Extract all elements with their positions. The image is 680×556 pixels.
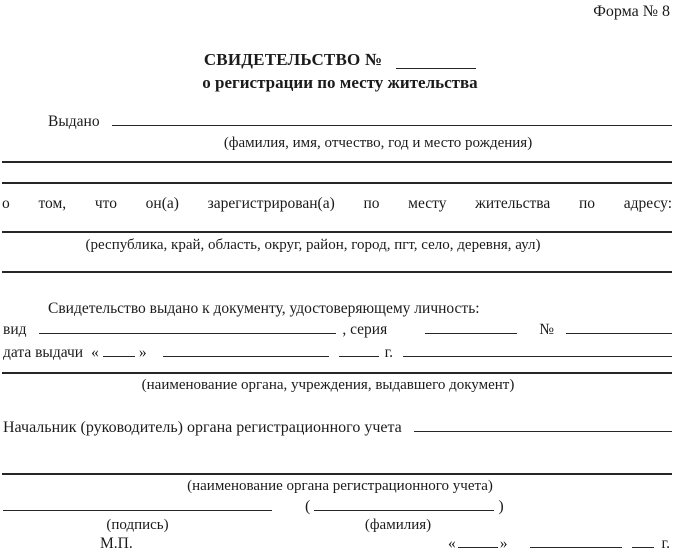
horizontal-rule <box>2 271 672 273</box>
open-paren: ( <box>305 498 311 515</box>
issued-row <box>48 113 672 131</box>
chief-row <box>3 419 672 437</box>
horizontal-rule <box>2 182 672 184</box>
certificate-subtitle: о регистрации по месту жительства <box>202 73 478 92</box>
series-field-line <box>425 332 517 334</box>
certificate-number-blank <box>396 67 476 69</box>
signature-hint: (подпись) <box>106 517 169 533</box>
footer-open-quote: « <box>448 535 456 552</box>
horizontal-rule <box>2 372 672 374</box>
open-quote: « <box>91 344 99 361</box>
registration-statement: о том, что он(а) зарегистрирован(а) по месту жительства по адресу: <box>2 195 672 212</box>
close-quote: » <box>138 344 147 361</box>
certificate-title: СВИДЕТЕЛЬСТВО № <box>203 50 383 69</box>
issued-label: Выдано <box>48 113 100 130</box>
chief-label: Начальник (руководитель) органа регистрационного учета <box>3 419 402 436</box>
year-field-line <box>339 355 379 357</box>
signature-field-line <box>3 509 272 511</box>
issuer-field-line <box>403 355 672 357</box>
footer-year-field-line <box>632 546 654 548</box>
surname-field-line <box>314 509 494 511</box>
number-field-line <box>566 332 672 334</box>
horizontal-rule <box>2 473 672 475</box>
day-field-line <box>103 355 135 357</box>
footer-date-row <box>448 535 670 553</box>
address-hint: (республика, край, область, округ, район, город, пгт, село, деревня, аул) <box>85 237 541 253</box>
footer-month-field-line <box>530 546 622 548</box>
number-label: № <box>539 321 554 338</box>
horizontal-rule <box>2 161 672 163</box>
issued-name-field-line <box>112 124 672 126</box>
identity-document-intro: Свидетельство выдано к документу, удостоверяющему личность: <box>48 300 480 317</box>
surname-hint: (фамилия) <box>364 517 432 533</box>
document-type-row <box>3 321 672 339</box>
signature-row <box>3 498 672 516</box>
footer-year-label: г. <box>661 535 670 552</box>
name-hint: (фамилия, имя, отчество, год и место рождения) <box>223 135 533 151</box>
form-number-label: Форма № 8 <box>593 3 670 20</box>
document-type-label: вид <box>3 321 27 338</box>
year-label: г. <box>384 344 394 361</box>
issuer-hint: (наименование органа, учреждения, выдавшего документ) <box>141 377 515 393</box>
stamp-label: М.П. <box>100 535 133 552</box>
issue-date-label: дата выдачи <box>3 344 84 361</box>
close-paren: ) <box>498 498 504 515</box>
horizontal-rule <box>2 231 672 233</box>
month-field-line <box>163 355 329 357</box>
footer-day-field-line <box>458 546 498 548</box>
footer-close-quote: » <box>499 535 508 552</box>
issue-date-row <box>3 344 672 362</box>
org-name-hint: (наименование органа регистрационного учета) <box>187 478 493 494</box>
series-label: , серия <box>342 321 388 338</box>
document-type-field-line <box>39 332 337 334</box>
chief-org-field-line <box>414 430 672 432</box>
certificate-title-row <box>0 50 680 70</box>
